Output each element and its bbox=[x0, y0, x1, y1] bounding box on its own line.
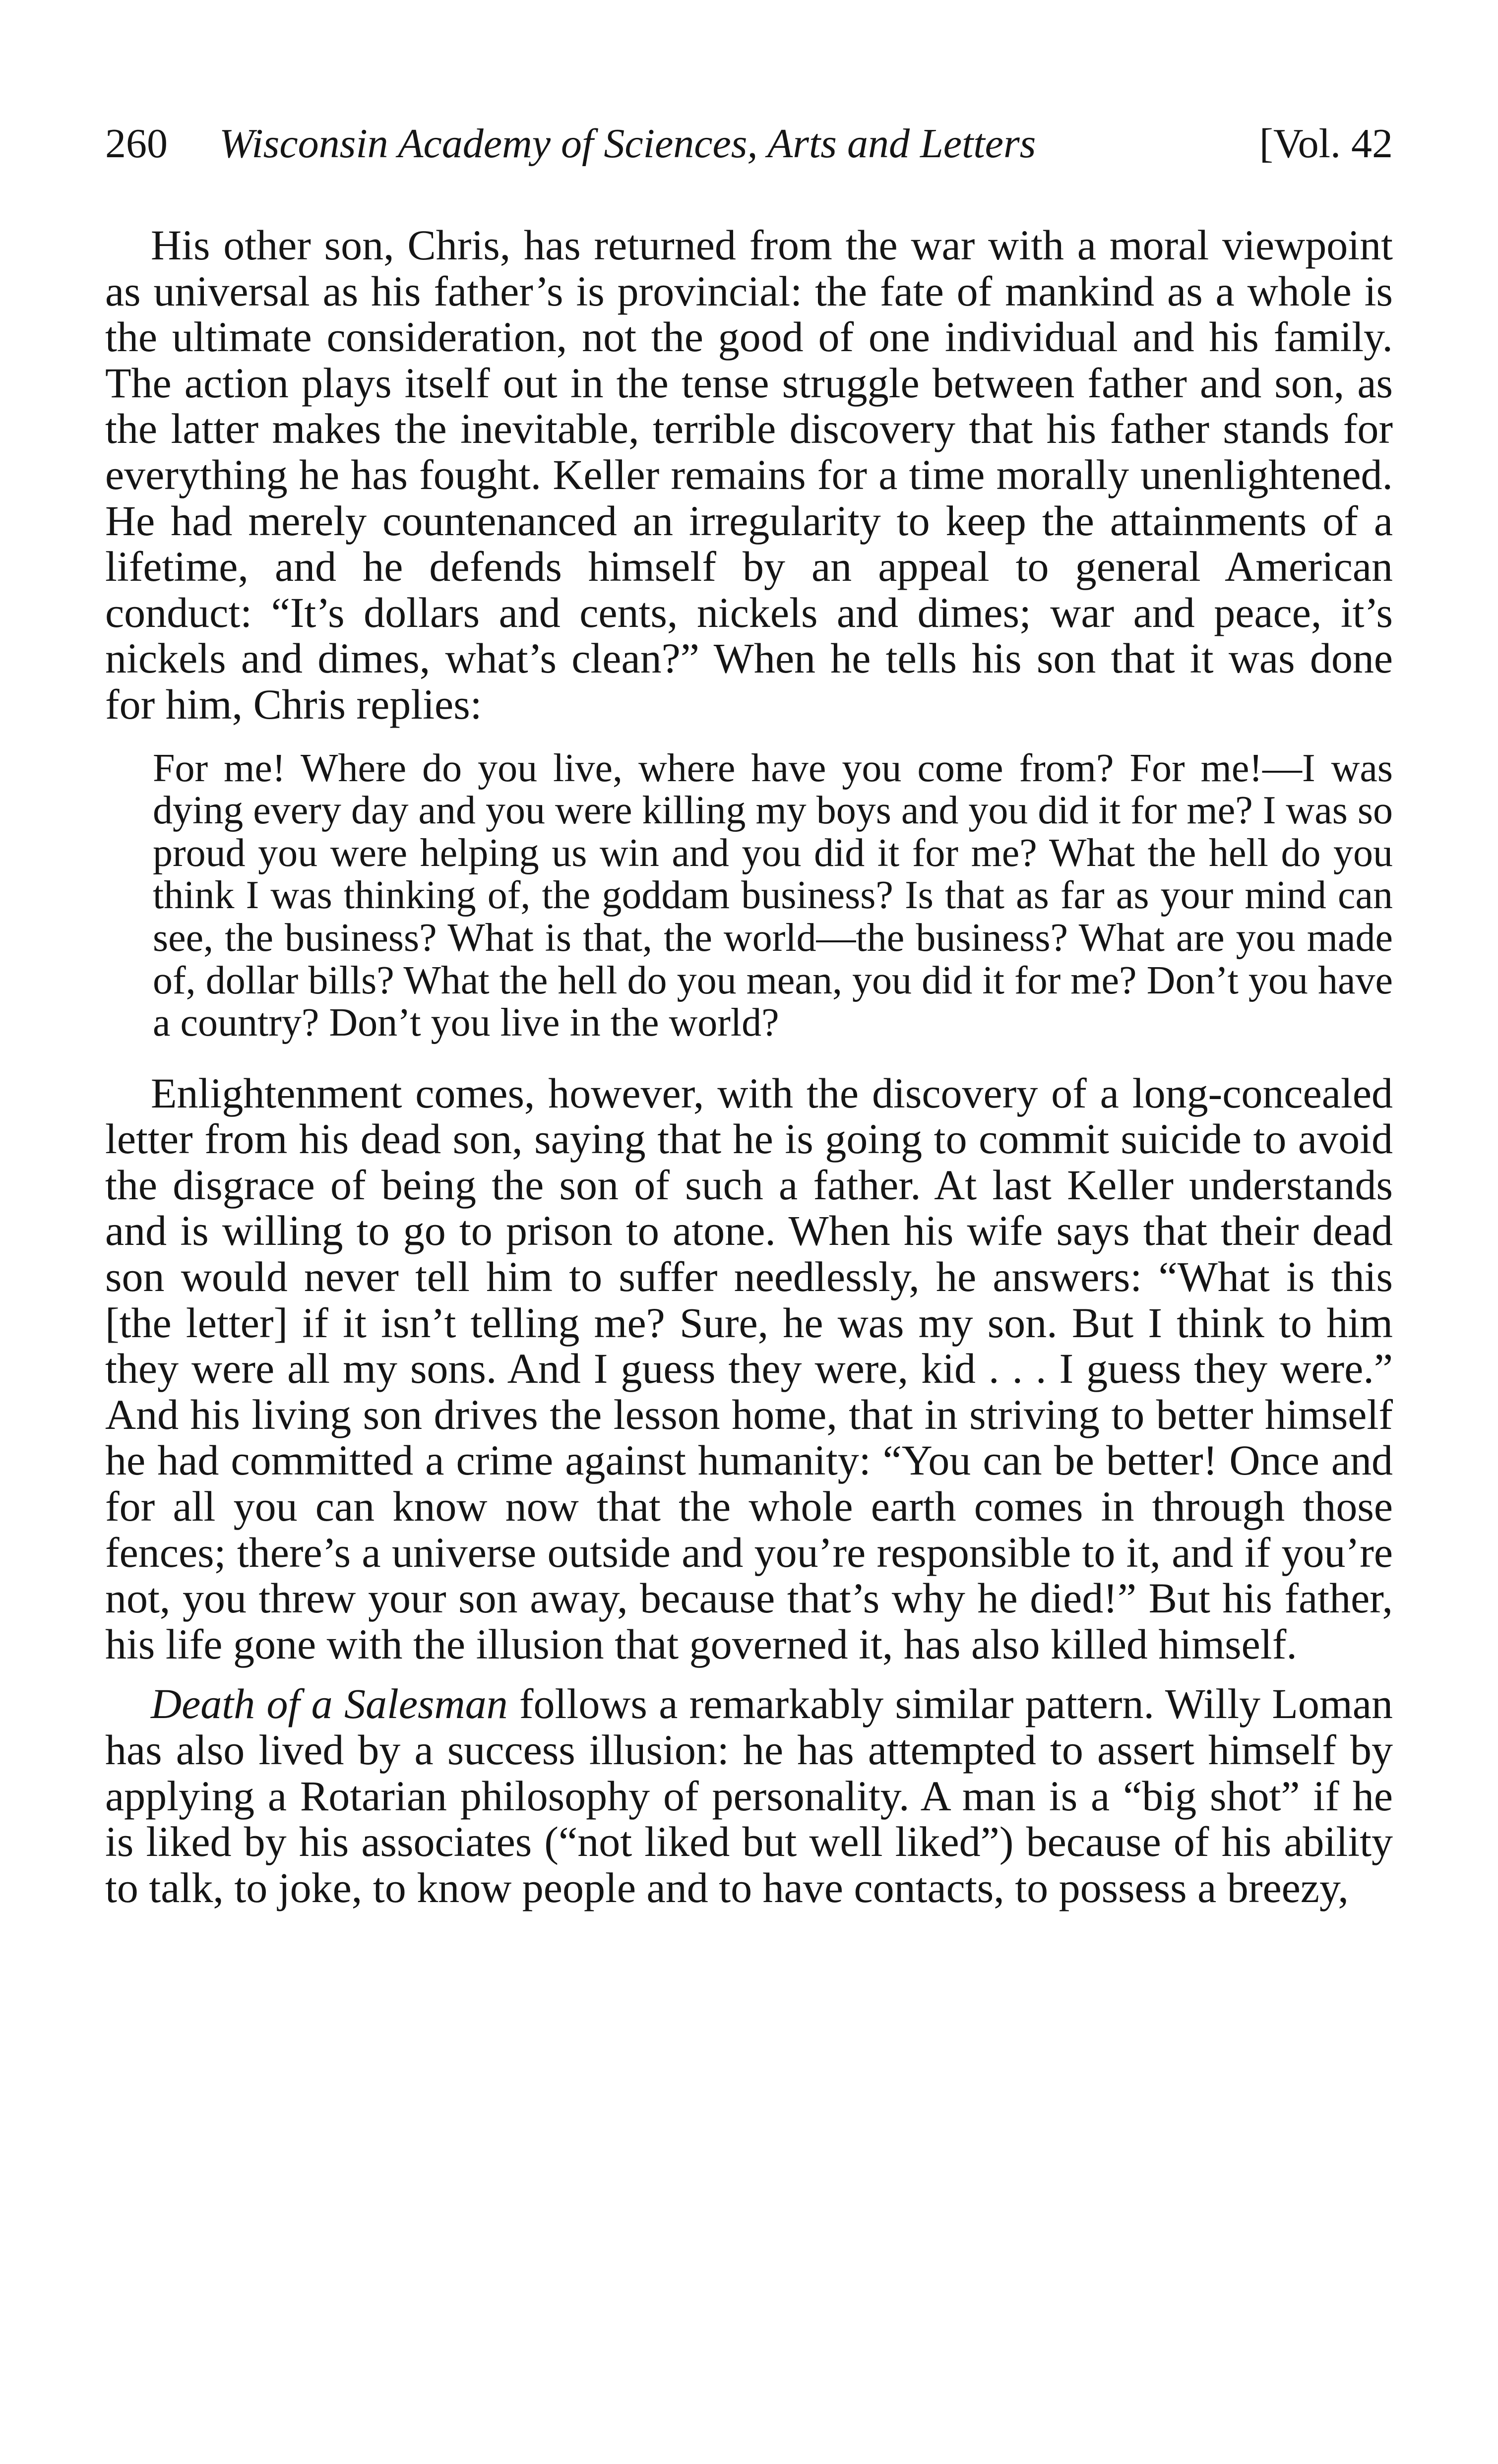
block-quote: For me! Where do you live, where have you come from? For me!—I was dying every day and you were killing my boys and you did it for me? I was so proud you were helping us win and you did it for me? What the hell do you think I was thinking of, the goddam business? Is that as far as your mind can see, the business? What is that, the world—the business? What are you made of, dollar bills? What the hell do you mean, you did it for me? Don’t you have a country? Don’t you live in the world? bbox=[153, 746, 1393, 1045]
running-head bbox=[105, 119, 1393, 174]
body-text bbox=[105, 222, 1393, 1910]
volume-label: [Vol. 42 bbox=[1259, 121, 1393, 167]
book-page bbox=[105, 119, 1393, 1910]
paragraph-1: His other son, Chris, has returned from the war with a moral viewpoint as universal as his father’s is provincial: the fate of mankind as a whole is the ultimate consideration, not the good of one individual and his family. The action plays itself out in the tense struggle between father and son, as the latter makes the inevitable, terrible discovery that his father stands for everything he has fought. Keller remains for a time morally unenlightened. He had merely countenanced an irregularity to keep the attainments of a lifetime, and he defends himself by an appeal to general American conduct: “It’s dollars and cents, nickels and dimes; war and peace, it’s nickels and dimes, what’s clean?” When he tells his son that it was done for him, Chris replies: bbox=[105, 221, 1393, 728]
paragraph-2: Enlightenment comes, however, with the discovery of a long-concealed letter from his dead son, saying that he is going to commit suicide to avoid the disgrace of being the son of such a father. At last Keller understands and is willing to go to prison to atone. When his wife says that their dead son would never tell him to suffer needlessly, he answers: “What is this [the letter] if it isn’t telling me? Sure, he was my son. But I think to him they were all my sons. And I guess they were, kid . . . I guess they were.” And his living son drives the lesson home, that in striving to better himself he had committed a crime against humanity: “You can be better! Once and for all you can know now that the whole earth comes in through those fences; there’s a universe outside and you’re responsible to it, and if you’re not, you threw your son away, because that’s why he died!” But his father, his life gone with the illusion that governed it, has also killed himself. bbox=[105, 1069, 1393, 1668]
play-title: Death of a Salesman bbox=[151, 1680, 508, 1728]
page-number: 260 bbox=[105, 121, 168, 167]
paragraph-3-text: follows a remarkably similar pattern. Willy Loman has also lived by a success illusion: he has attempted to assert himself by applying a Rotarian philosophy of personality. A man is a “big shot” if he is liked by his associates (“not liked but well liked”) because of his ability to talk, to joke, to know people and to have contacts, to possess a breezy, bbox=[105, 1680, 1393, 1911]
paragraph-3 bbox=[105, 1681, 1393, 1910]
journal-title: Wisconsin Academy of Sciences, Arts and Letters bbox=[219, 121, 1036, 167]
